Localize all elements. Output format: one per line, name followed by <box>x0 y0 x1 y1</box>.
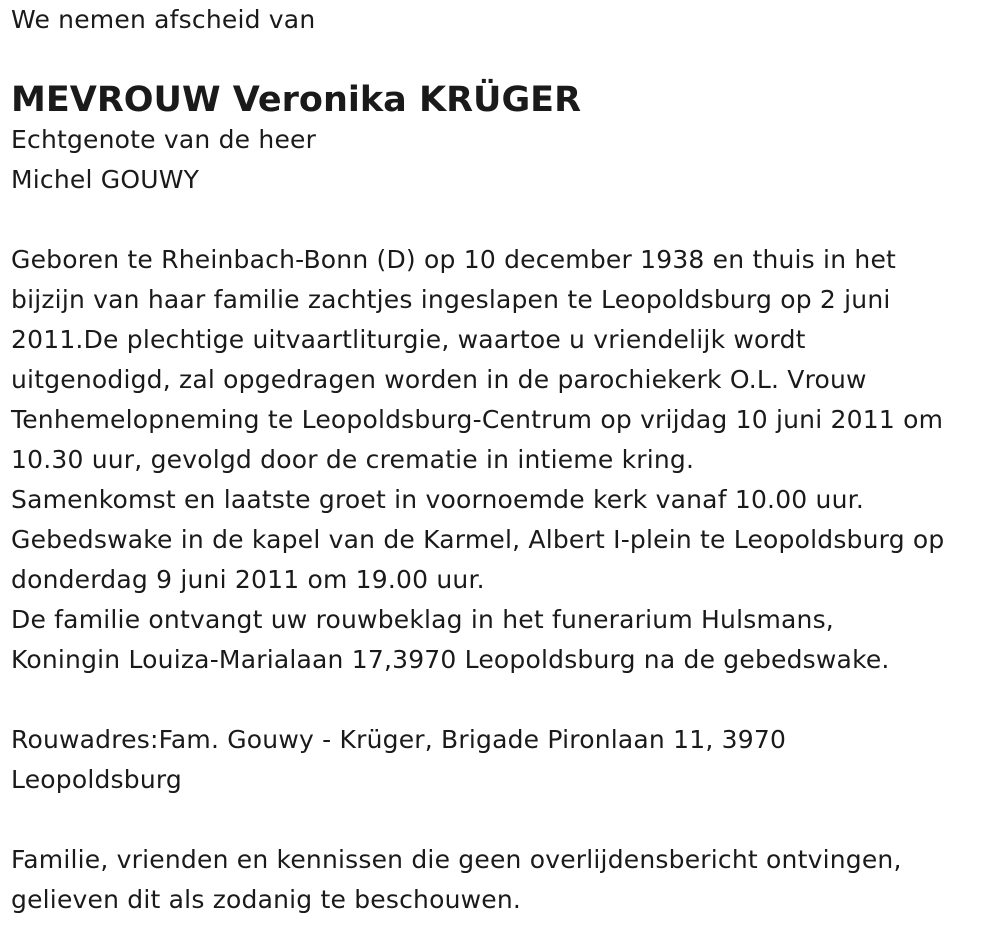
address-line: Leopoldsburg <box>11 765 182 794</box>
body-line: De familie ontvangt uw rouwbeklag in het funerarium Hulsmans, <box>11 605 834 634</box>
spacer <box>11 200 996 240</box>
spouse-line: Echtgenote van de heer <box>11 125 317 154</box>
body-line: Koningin Louiza-Marialaan 17,3970 Leopoldsburg na de gebedswake. <box>11 645 890 674</box>
body-line: Tenhemelopneming te Leopoldsburg-Centrum op vrijdag 10 juni 2011 om <box>11 405 944 434</box>
body-line: 2011.De plechtige uitvaartliturgie, waartoe u vriendelijk wordt <box>11 325 806 354</box>
intro-text: We nemen afscheid van <box>11 5 316 34</box>
spacer <box>11 680 996 720</box>
body-line: 10.30 uur, gevolgd door de crematie in intieme kring. <box>11 445 695 474</box>
body-text <box>11 240 996 680</box>
body-line: bijzijn van haar familie zachtjes ingeslapen te Leopoldsburg op 2 juni <box>11 285 891 314</box>
body-line: donderdag 9 juni 2011 om 19.00 uur. <box>11 565 485 594</box>
body-line: Samenkomst en laatste groet in voornoemde kerk vanaf 10.00 uur. <box>11 485 864 514</box>
address-line: Rouwadres:Fam. Gouwy - Krüger, Brigade Pironlaan 11, 3970 <box>11 725 787 754</box>
closing-line: gelieven dit als zodanig te beschouwen. <box>11 885 522 914</box>
deceased-name: MEVROUW Veronika KRÜGER <box>11 80 582 120</box>
closing-line: Familie, vrienden en kennissen die geen overlijdensbericht ontvingen, <box>11 845 902 874</box>
spouse-name: Michel GOUWY <box>11 165 200 194</box>
body-line: uitgenodigd, zal opgedragen worden in de parochiekerk O.L. Vrouw <box>11 365 867 394</box>
mourning-address <box>11 720 996 800</box>
body-line: Geboren te Rheinbach-Bonn (D) op 10 december 1938 en thuis in het <box>11 245 897 274</box>
death-notice <box>11 0 996 920</box>
closing-text <box>11 840 996 920</box>
spacer <box>11 800 996 840</box>
body-line: Gebedswake in de kapel van de Karmel, Albert I-plein te Leopoldsburg op <box>11 525 945 554</box>
spacer <box>11 40 996 80</box>
